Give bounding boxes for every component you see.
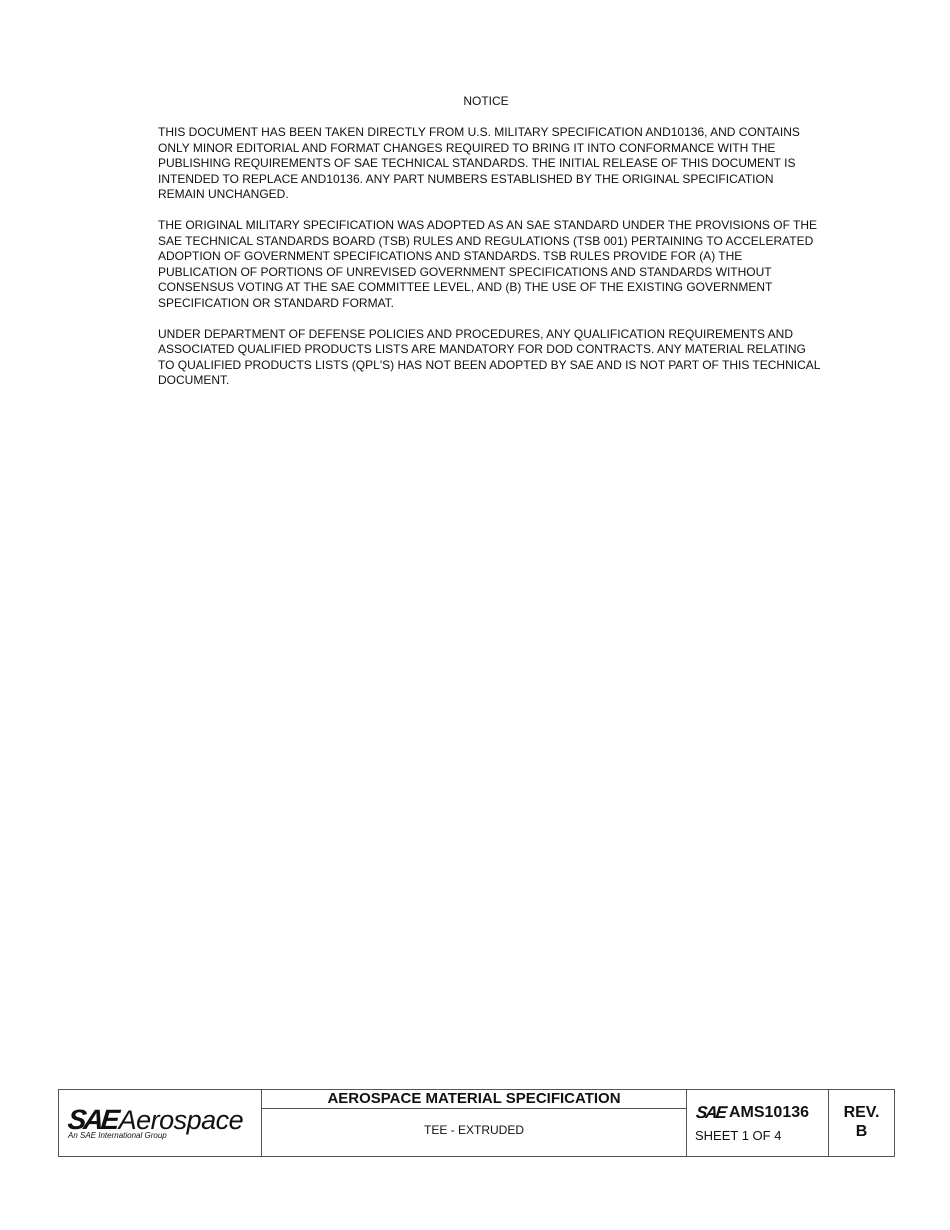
sae-small-logo: SAE	[695, 1103, 727, 1122]
notice-title: NOTICE	[463, 94, 509, 108]
title-block	[58, 1089, 895, 1157]
document-title: TEE - EXTRUDED	[423, 1122, 524, 1137]
notice-paragraph-2: THE ORIGINAL MILITARY SPECIFICATION WAS ADOPTED AS AN SAE STANDARD UNDER THE PROVISIONS OF THE SAE TECHNICAL STANDARDS BOARD (TSB) RULES AND REGULATIONS (TSB 001) PERTAINING TO ACCELERATED ADOPTION OF GOVERNMENT SPECIFICATIONS AND STANDARDS. TSB RULES PROVIDE FOR (A) THE PUBLICATION OF PORTIONS OF UNREVISED GOVERNMENT SPECIFICATIONS AND STANDARDS WITHOUT CONSENSUS VOTING AT THE SAE COMMITTEE LEVEL, AND (B) THE USE OF THE EXISTING GOVERNMENT SPECIFICATION OR STANDARD FORMAT.	[158, 217, 818, 310]
title-cell	[262, 1090, 687, 1156]
spec-type: AEROSPACE MATERIAL SPECIFICATION	[262, 1090, 686, 1109]
notice-paragraph-3: UNDER DEPARTMENT OF DEFENSE POLICIES AND PROCEDURES, ANY QUALIFICATION REQUIREMENTS AND ASSOCIATED QUALIFIED PRODUCTS LISTS ARE MANDATORY FOR DOD CONTRACTS. ANY MATERIAL RELATING TO QUALIFIED PRODUCTS LISTS (QPL'S) HAS NOT BEEN ADOPTED BY SAE AND IS NOT PART OF THIS TECHNICAL DOCUMENT.	[158, 326, 820, 388]
document-number-cell	[687, 1090, 829, 1156]
notice-paragraph-1: THIS DOCUMENT HAS BEEN TAKEN DIRECTLY FROM U.S. MILITARY SPECIFICATION AND10136, AND CONTAINS ONLY MINOR EDITORIAL AND FORMAT CHANGES REQUIRED TO BRING IT INTO CONFORMANCE WITH THE PUBLISHING REQUIREMENTS OF SAE TECHNICAL STANDARDS. THE INITIAL RELEASE OF THIS DOCUMENT IS INTENDED TO REPLACE AND10136. ANY PART NUMBERS ESTABLISHED BY THE ORIGINAL SPECIFICATION REMAIN UNCHANGED.	[158, 125, 800, 202]
sae-aerospace-logo	[59, 1090, 262, 1156]
revision-value: B	[855, 1123, 868, 1140]
aerospace-logo-word: Aerospace	[118, 1105, 244, 1135]
sheet-number: SHEET 1 OF 4	[695, 1128, 782, 1143]
revision-cell	[829, 1090, 894, 1156]
logo-subtitle: An SAE International Group	[68, 1131, 167, 1140]
revision-label: REV.	[843, 1104, 880, 1121]
notice-body	[158, 125, 820, 404]
document-number: AMS10136	[728, 1104, 810, 1121]
sae-logo-mark: SAE	[66, 1104, 119, 1135]
